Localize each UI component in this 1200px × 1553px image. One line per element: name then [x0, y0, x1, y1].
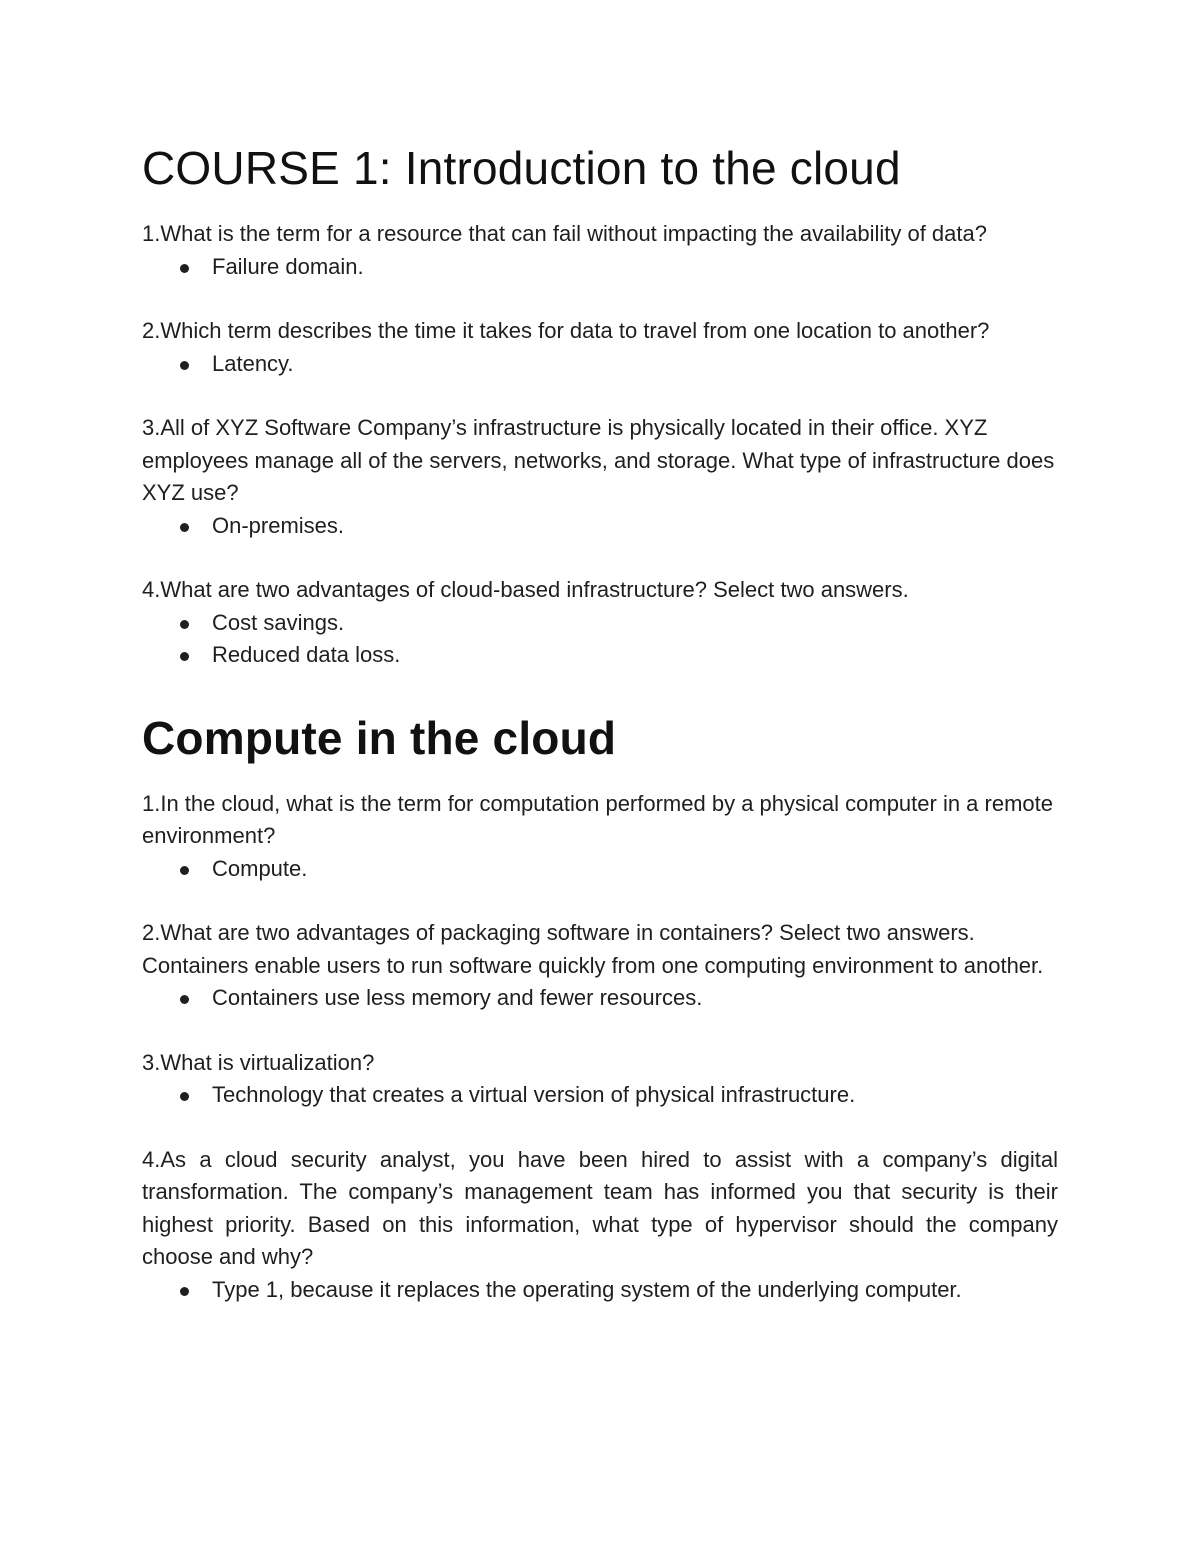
course1-qa-1	[142, 218, 1058, 283]
answer-item	[142, 348, 1058, 381]
bullet-icon	[180, 1287, 189, 1296]
course1-title: COURSE 1: Introduction to the cloud	[142, 142, 901, 194]
answer-list	[142, 607, 1058, 672]
bullet-icon	[180, 620, 189, 629]
question-note: Containers enable users to run software quickly from one computing environment to another.	[142, 952, 1044, 978]
bullet-icon	[180, 361, 189, 370]
answer-list	[142, 1274, 1058, 1307]
answer-text: Technology that creates a virtual version of physical infrastructure.	[212, 1082, 856, 1107]
document-page	[142, 138, 1058, 1306]
answer-list	[142, 251, 1058, 284]
bullet-icon	[180, 264, 189, 273]
compute-qa-2	[142, 917, 1058, 1015]
answer-text: Compute.	[212, 855, 308, 881]
question-text: 4.What are two advantages of cloud-based infrastructure? Select two answers.	[142, 577, 909, 602]
bullet-icon	[180, 866, 189, 875]
question-text: 2.Which term describes the time it takes for data to travel from one location to another?	[142, 318, 990, 343]
bullet-icon	[180, 1092, 189, 1101]
answer-item	[142, 607, 1058, 640]
compute-title: Compute in the cloud	[142, 711, 617, 764]
answer-item	[142, 639, 1058, 672]
answer-text: Cost savings.	[212, 609, 345, 635]
answer-list	[142, 348, 1058, 381]
course1-qa-3	[142, 412, 1058, 542]
compute-section	[142, 708, 1058, 1307]
answer-item	[142, 251, 1058, 284]
bullet-icon	[180, 523, 189, 532]
answer-list	[142, 510, 1058, 543]
compute-qa-3	[142, 1047, 1058, 1112]
answer-list	[142, 982, 1058, 1015]
answer-item	[142, 1274, 1058, 1307]
answer-text: Latency.	[212, 350, 294, 376]
answer-list	[142, 1079, 1058, 1112]
question-text: 4.As a cloud security analyst, you have been hired to assist with a company’s digital transformation. The company’s management team has informed you that security is their highest priority. Based on this information, what type of hypervisor should the company choose and why?	[142, 1146, 1058, 1269]
answer-text: Failure domain.	[212, 253, 364, 279]
course1-qa-2	[142, 315, 1058, 380]
question-text: 2.What are two advantages of packaging software in containers? Select two answers.	[142, 920, 975, 945]
question-text: 3.What is virtualization?	[142, 1049, 375, 1075]
answer-text: On-premises.	[212, 512, 345, 538]
compute-qa-4	[142, 1144, 1058, 1307]
compute-qa-1	[142, 788, 1058, 886]
answer-list	[142, 853, 1058, 886]
course1-qa-4	[142, 574, 1058, 672]
answer-text: Type 1, because it replaces the operating system of the underlying computer.	[212, 1276, 962, 1302]
answer-text: Containers use less memory and fewer resources.	[212, 985, 703, 1010]
answer-text: Reduced data loss.	[212, 642, 401, 667]
question-text: 1.What is the term for a resource that can fail without impacting the availability of data?	[142, 221, 987, 246]
answer-item	[142, 1079, 1058, 1112]
question-text: 1.In the cloud, what is the term for computation performed by a physical computer in a remote environment?	[142, 790, 1054, 848]
answer-item	[142, 853, 1058, 886]
bullet-icon	[180, 652, 189, 661]
answer-item	[142, 982, 1058, 1015]
answer-item	[142, 510, 1058, 543]
question-text: 3.All of XYZ Software Company’s infrastructure is physically located in their office. XYZ employees manage all of the servers, networks, and storage. What type of infrastructure does XYZ use?	[142, 415, 1055, 505]
bullet-icon	[180, 995, 189, 1004]
